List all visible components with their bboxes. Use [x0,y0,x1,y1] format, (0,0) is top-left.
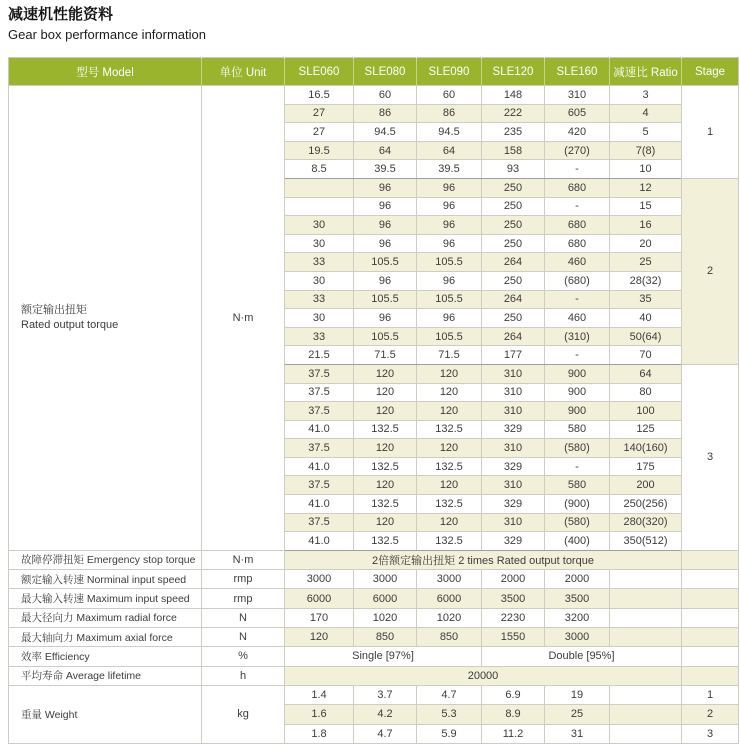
value-cell: 37.5 [285,476,354,495]
value-cell: 310 [482,439,545,458]
value-cell [285,197,354,216]
value-cell: 16 [610,216,682,235]
unit-cell: N [202,628,285,647]
value-cell: 40 [610,309,682,328]
value-cell: 96 [354,234,417,253]
empty-cell [610,685,682,704]
value-cell: 264 [482,327,545,346]
empty-cell [610,705,682,724]
column-header: 减速比 Ratio [610,58,682,86]
value-cell: 140(160) [610,439,682,458]
empty-cell [610,570,682,589]
value-cell: 420 [545,123,610,142]
value-cell: 86 [354,104,417,123]
value-cell: 21.5 [285,346,354,365]
value-cell: 3.7 [354,685,417,704]
span-value-cell: 20000 [285,666,682,685]
value-cell: 250(256) [610,495,682,514]
value-cell: 120 [354,402,417,421]
value-cell: 96 [354,178,417,197]
value-cell: 680 [545,216,610,235]
value-cell: 329 [482,495,545,514]
value-cell: 94.5 [417,123,482,142]
value-cell: 264 [482,253,545,272]
row-label: 额定输入转速 Norminal input speed [9,570,202,589]
value-cell: 4.7 [417,685,482,704]
value-cell: 37.5 [285,439,354,458]
column-header: SLE160 [545,58,610,86]
empty-cell [610,608,682,627]
value-cell: 70 [610,346,682,365]
value-cell: 6000 [417,589,482,608]
unit-cell: N·m [202,550,285,569]
value-cell: 329 [482,532,545,551]
value-cell: 96 [417,197,482,216]
value-cell: 60 [354,86,417,105]
value-cell: 120 [417,364,482,383]
label-zh: 额定输出扭矩 [21,303,87,316]
row-label: 效率 Efficiency [9,647,202,666]
empty-cell [610,628,682,647]
value-cell: 310 [482,476,545,495]
value-cell: 460 [545,309,610,328]
value-cell: 120 [417,476,482,495]
value-cell: 5.9 [417,724,482,743]
table-row [9,628,739,647]
value-cell: 8.5 [285,160,354,179]
value-cell: 71.5 [417,346,482,365]
value-cell: 460 [545,253,610,272]
value-cell: 64 [610,364,682,383]
value-cell: 105.5 [417,290,482,309]
value-cell: 3 [610,86,682,105]
table-row [9,666,739,685]
empty-cell [682,628,739,647]
row-label: 最大输入转速 Maximum input speed [9,589,202,608]
value-cell: 250 [482,197,545,216]
value-cell: 4 [610,104,682,123]
value-cell: 64 [417,141,482,160]
empty-cell [682,647,739,666]
row-label: 最大轴向力 Maximum axial force [9,628,202,647]
value-cell: 329 [482,457,545,476]
value-cell: 850 [417,628,482,647]
split-left-cell: Single [97%] [285,647,482,666]
value-cell: 80 [610,383,682,402]
value-cell: 86 [417,104,482,123]
value-cell [285,178,354,197]
unit-cell: N [202,608,285,627]
value-cell: 6.9 [482,685,545,704]
value-cell: 19.5 [285,141,354,160]
column-header: SLE120 [482,58,545,86]
span-value-cell: 2倍额定输出扭矩 2 times Rated output torque [285,550,682,569]
unit-cell: h [202,666,285,685]
value-cell: 310 [482,513,545,532]
value-cell: 1550 [482,628,545,647]
value-cell: 96 [354,197,417,216]
value-cell: 50(64) [610,327,682,346]
value-cell: 680 [545,178,610,197]
value-cell: 25 [545,705,610,724]
column-header: 型号 Model [9,58,202,86]
value-cell: 132.5 [417,420,482,439]
value-cell: 16.5 [285,86,354,105]
column-header: Stage [682,58,739,86]
value-cell: 30 [285,234,354,253]
value-cell: 96 [417,271,482,290]
value-cell: 31 [545,724,610,743]
value-cell: 3000 [285,570,354,589]
value-cell: 6000 [354,589,417,608]
empty-cell [682,589,739,608]
value-cell: 41.0 [285,495,354,514]
value-cell: 4.7 [354,724,417,743]
value-cell: 37.5 [285,402,354,421]
value-cell: - [545,290,610,309]
value-cell: 1.8 [285,724,354,743]
value-cell: - [545,457,610,476]
value-cell: 250 [482,216,545,235]
value-cell: 1020 [354,608,417,627]
value-cell: 120 [354,383,417,402]
value-cell: 20 [610,234,682,253]
value-cell: - [545,346,610,365]
value-cell: 120 [354,364,417,383]
value-cell: 310 [482,364,545,383]
row-label: 重量 Weight [9,685,202,743]
value-cell: 310 [545,86,610,105]
value-cell: 250 [482,271,545,290]
rated-output-torque-label [9,86,202,551]
value-cell: 7(8) [610,141,682,160]
value-cell: 120 [354,476,417,495]
table-row [9,570,739,589]
value-cell: 900 [545,383,610,402]
value-cell: 105.5 [354,253,417,272]
value-cell: 37.5 [285,364,354,383]
unit-cell: kg [202,685,285,743]
value-cell: 3000 [354,570,417,589]
table-header [9,58,739,86]
value-cell: 105.5 [354,327,417,346]
value-cell: 132.5 [354,532,417,551]
empty-cell [682,550,739,569]
table-row [9,608,739,627]
value-cell: 1.6 [285,705,354,724]
value-cell: 27 [285,123,354,142]
stage-cell: 2 [682,705,739,724]
value-cell: 93 [482,160,545,179]
unit-cell: % [202,647,285,666]
value-cell: 35 [610,290,682,309]
empty-cell [610,724,682,743]
value-cell: 120 [285,628,354,647]
value-cell: 580 [545,420,610,439]
value-cell: 170 [285,608,354,627]
column-header: SLE090 [417,58,482,86]
table-row [9,685,739,704]
value-cell: 132.5 [354,457,417,476]
value-cell: (900) [545,495,610,514]
value-cell: 235 [482,123,545,142]
value-cell: (580) [545,439,610,458]
stage-cell: 3 [682,364,739,550]
value-cell: 15 [610,197,682,216]
value-cell: 132.5 [354,495,417,514]
empty-cell [682,570,739,589]
value-cell: 4.2 [354,705,417,724]
page-subtitle: Gear box performance information [8,27,206,42]
page-header [8,5,206,43]
column-header: SLE080 [354,58,417,86]
value-cell: 148 [482,86,545,105]
value-cell: 27 [285,104,354,123]
value-cell: 132.5 [354,420,417,439]
table-body [9,86,739,744]
value-cell: 310 [482,402,545,421]
value-cell: 125 [610,420,682,439]
value-cell: 280(320) [610,513,682,532]
value-cell: 120 [417,383,482,402]
value-cell: 120 [417,402,482,421]
value-cell: 264 [482,290,545,309]
stage-cell: 2 [682,178,739,364]
stage-cell: 3 [682,724,739,743]
value-cell: - [545,160,610,179]
value-cell: 96 [417,178,482,197]
stage-cell: 1 [682,86,739,179]
value-cell: 30 [285,271,354,290]
value-cell: 39.5 [354,160,417,179]
value-cell: 71.5 [354,346,417,365]
value-cell: (400) [545,532,610,551]
value-cell: 250 [482,234,545,253]
value-cell: 25 [610,253,682,272]
value-cell: 10 [610,160,682,179]
value-cell: 132.5 [417,495,482,514]
value-cell: 96 [354,271,417,290]
value-cell: 2230 [482,608,545,627]
value-cell: 5 [610,123,682,142]
value-cell: 60 [417,86,482,105]
value-cell: 96 [354,216,417,235]
value-cell: 120 [354,513,417,532]
value-cell: 329 [482,420,545,439]
value-cell: 350(512) [610,532,682,551]
value-cell: 1020 [417,608,482,627]
value-cell: 11.2 [482,724,545,743]
row-label: 故障停滞扭矩 Emergency stop torque [9,550,202,569]
unit-cell: N·m [202,86,285,551]
label-en: Rated output torque [21,318,119,331]
value-cell: 680 [545,234,610,253]
value-cell: 100 [610,402,682,421]
value-cell: 8.9 [482,705,545,724]
table-row [9,86,739,105]
value-cell: 105.5 [417,253,482,272]
value-cell: 64 [354,141,417,160]
value-cell: 158 [482,141,545,160]
value-cell: 41.0 [285,457,354,476]
value-cell: 96 [417,216,482,235]
value-cell: 3000 [545,628,610,647]
value-cell: 5.3 [417,705,482,724]
value-cell: 19 [545,685,610,704]
value-cell: (270) [545,141,610,160]
value-cell: - [545,197,610,216]
value-cell: 12 [610,178,682,197]
row-label: 平均寿命 Average lifetime [9,666,202,685]
page-title: 减速机性能资料 [8,6,114,23]
value-cell: 250 [482,178,545,197]
value-cell: 39.5 [417,160,482,179]
value-cell: 28(32) [610,271,682,290]
value-cell: 30 [285,216,354,235]
value-cell: 6000 [285,589,354,608]
value-cell: (310) [545,327,610,346]
value-cell: 580 [545,476,610,495]
table-row [9,647,739,666]
value-cell: 850 [354,628,417,647]
value-cell: 3000 [417,570,482,589]
value-cell: 175 [610,457,682,476]
value-cell: (680) [545,271,610,290]
column-header: 单位 Unit [202,58,285,86]
empty-cell [682,666,739,685]
value-cell: 37.5 [285,513,354,532]
value-cell: 1.4 [285,685,354,704]
column-header: SLE060 [285,58,354,86]
value-cell: 33 [285,290,354,309]
value-cell: 310 [482,383,545,402]
value-cell: 33 [285,253,354,272]
row-label: 最大径向力 Maximum radial force [9,608,202,627]
value-cell: 900 [545,364,610,383]
empty-cell [682,608,739,627]
value-cell: 2000 [545,570,610,589]
value-cell: 3200 [545,608,610,627]
value-cell: 605 [545,104,610,123]
value-cell: 222 [482,104,545,123]
value-cell: 132.5 [417,532,482,551]
value-cell: 2000 [482,570,545,589]
stage-cell: 1 [682,685,739,704]
empty-cell [610,589,682,608]
value-cell: 94.5 [354,123,417,142]
value-cell: 177 [482,346,545,365]
split-right-cell: Double [95%] [482,647,682,666]
value-cell: 105.5 [354,290,417,309]
value-cell: 41.0 [285,420,354,439]
value-cell: 96 [417,309,482,328]
value-cell: 3500 [545,589,610,608]
performance-table [8,57,739,744]
value-cell: 120 [417,439,482,458]
value-cell: 900 [545,402,610,421]
value-cell: (580) [545,513,610,532]
value-cell: 30 [285,309,354,328]
value-cell: 132.5 [417,457,482,476]
unit-cell: rmp [202,570,285,589]
value-cell: 33 [285,327,354,346]
value-cell: 250 [482,309,545,328]
value-cell: 3500 [482,589,545,608]
header-row [9,58,739,86]
table-row [9,550,739,569]
value-cell: 120 [417,513,482,532]
value-cell: 96 [417,234,482,253]
value-cell: 41.0 [285,532,354,551]
value-cell: 96 [354,309,417,328]
table-row [9,589,739,608]
value-cell: 37.5 [285,383,354,402]
value-cell: 120 [354,439,417,458]
unit-cell: rmp [202,589,285,608]
value-cell: 105.5 [417,327,482,346]
value-cell: 200 [610,476,682,495]
